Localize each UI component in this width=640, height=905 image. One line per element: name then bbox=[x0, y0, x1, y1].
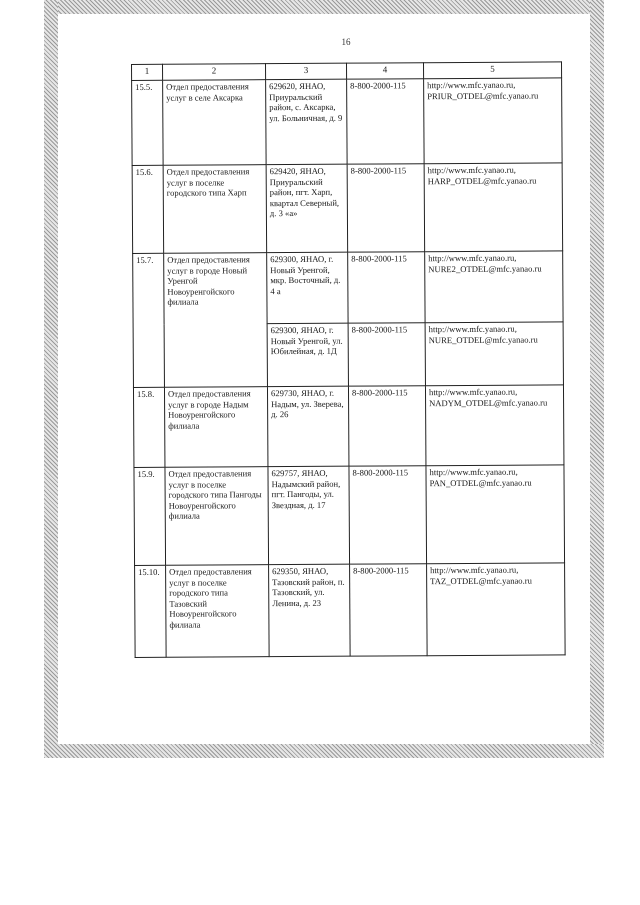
office-contacts: http://www.mfc.yanao.ru, HARP_OTDEL@mfc.yanao.ru bbox=[424, 163, 563, 252]
office-phone: 8-800-2000-115 bbox=[350, 564, 428, 656]
scan-frame-top bbox=[44, 0, 604, 14]
office-address: 629730, ЯНАО, г. Надым, ул. Зверева, д. 26 bbox=[267, 386, 348, 466]
office-name: Отдел предоставления услуг в поселке городского типа Тазовский Новоуренгойского филиала bbox=[166, 565, 270, 658]
office-name: Отдел предоставления услуг в поселке городского типа Харп bbox=[163, 165, 267, 254]
scan-frame-left bbox=[44, 0, 58, 758]
row-number: 15.6. bbox=[132, 165, 164, 253]
office-name: Отдел предоставления услуг в поселке городского типа Пангоды Новоуренгойского филиала bbox=[165, 467, 269, 566]
office-phone: 8-800-2000-115 bbox=[349, 466, 427, 564]
row-number: 15.5. bbox=[132, 80, 164, 165]
office-contacts: http://www.mfc.yanao.ru, PRIUR_OTDEL@mfc.yanao.ru bbox=[424, 78, 563, 164]
office-address: 629420, ЯНАО, Приуральский район, пгт. Харп, квартал Северный, д. 3 «а» bbox=[266, 164, 348, 252]
table-row bbox=[133, 251, 563, 325]
office-address: 629620, ЯНАО, Приуральский район, с. Аксарка, ул. Больничная, д. 9 bbox=[266, 79, 348, 164]
row-number: 15.10. bbox=[135, 565, 167, 657]
table-row bbox=[135, 563, 566, 658]
row-number: 15.8. bbox=[133, 387, 164, 467]
table-row bbox=[134, 465, 565, 566]
office-contacts: http://www.mfc.yanao.ru, NURE_OTDEL@mfc.yanao.ru bbox=[425, 322, 563, 386]
office-address: 629300, ЯНАО, г. Новый Уренгой, ул. Юбилейная, д. 1Д bbox=[267, 323, 348, 386]
office-address: 629757, ЯНАО, Надымский район, пгт. Пангоды, ул. Звездная, д. 17 bbox=[268, 466, 350, 564]
office-contacts: http://www.mfc.yanao.ru, NURE2_OTDEL@mfc.yanao.ru bbox=[425, 251, 563, 323]
scan-frame-right bbox=[590, 0, 604, 758]
office-address: 629300, ЯНАО, г. Новый Уренгой, мкр. Восточный, д. 4 а bbox=[267, 252, 348, 323]
office-name: Отдел предоставления услуг в городе Новый Уренгой Новоуренгойского филиала bbox=[164, 253, 268, 388]
page-number: 16 bbox=[341, 37, 351, 47]
column-header: 3 bbox=[266, 63, 347, 79]
table-row bbox=[132, 78, 563, 166]
office-phone: 8-800-2000-115 bbox=[348, 386, 425, 466]
office-phone: 8-800-2000-115 bbox=[347, 79, 425, 164]
column-header: 4 bbox=[346, 63, 423, 79]
office-address: 629350, ЯНАО, Тазовский район, п. Тазовский, ул. Ленина, д. 23 bbox=[269, 564, 351, 656]
scan-frame-bottom bbox=[44, 744, 604, 758]
office-phone: 8-800-2000-115 bbox=[347, 164, 425, 252]
column-header: 1 bbox=[132, 64, 163, 80]
office-contacts: http://www.mfc.yanao.ru, PAN_OTDEL@mfc.yanao.ru bbox=[426, 465, 565, 564]
row-number: 15.7. bbox=[133, 253, 165, 387]
office-name: Отдел предоставления услуг в селе Аксарка bbox=[163, 80, 267, 166]
table-row bbox=[133, 385, 563, 468]
table-row bbox=[132, 163, 563, 254]
office-phone: 8-800-2000-115 bbox=[348, 252, 425, 323]
column-header: 2 bbox=[163, 64, 266, 81]
office-contacts: http://www.mfc.yanao.ru, TAZ_OTDEL@mfc.yanao.ru bbox=[427, 563, 566, 656]
office-phone: 8-800-2000-115 bbox=[348, 323, 425, 386]
row-number: 15.9. bbox=[134, 467, 166, 565]
office-contacts: http://www.mfc.yanao.ru, NADYM_OTDEL@mfc.yanao.ru bbox=[425, 385, 563, 466]
mfc-offices-table bbox=[131, 61, 566, 658]
column-header: 5 bbox=[423, 62, 561, 79]
office-name: Отдел предоставления услуг в городе Надым Новоуренгойского филиала bbox=[164, 387, 267, 468]
